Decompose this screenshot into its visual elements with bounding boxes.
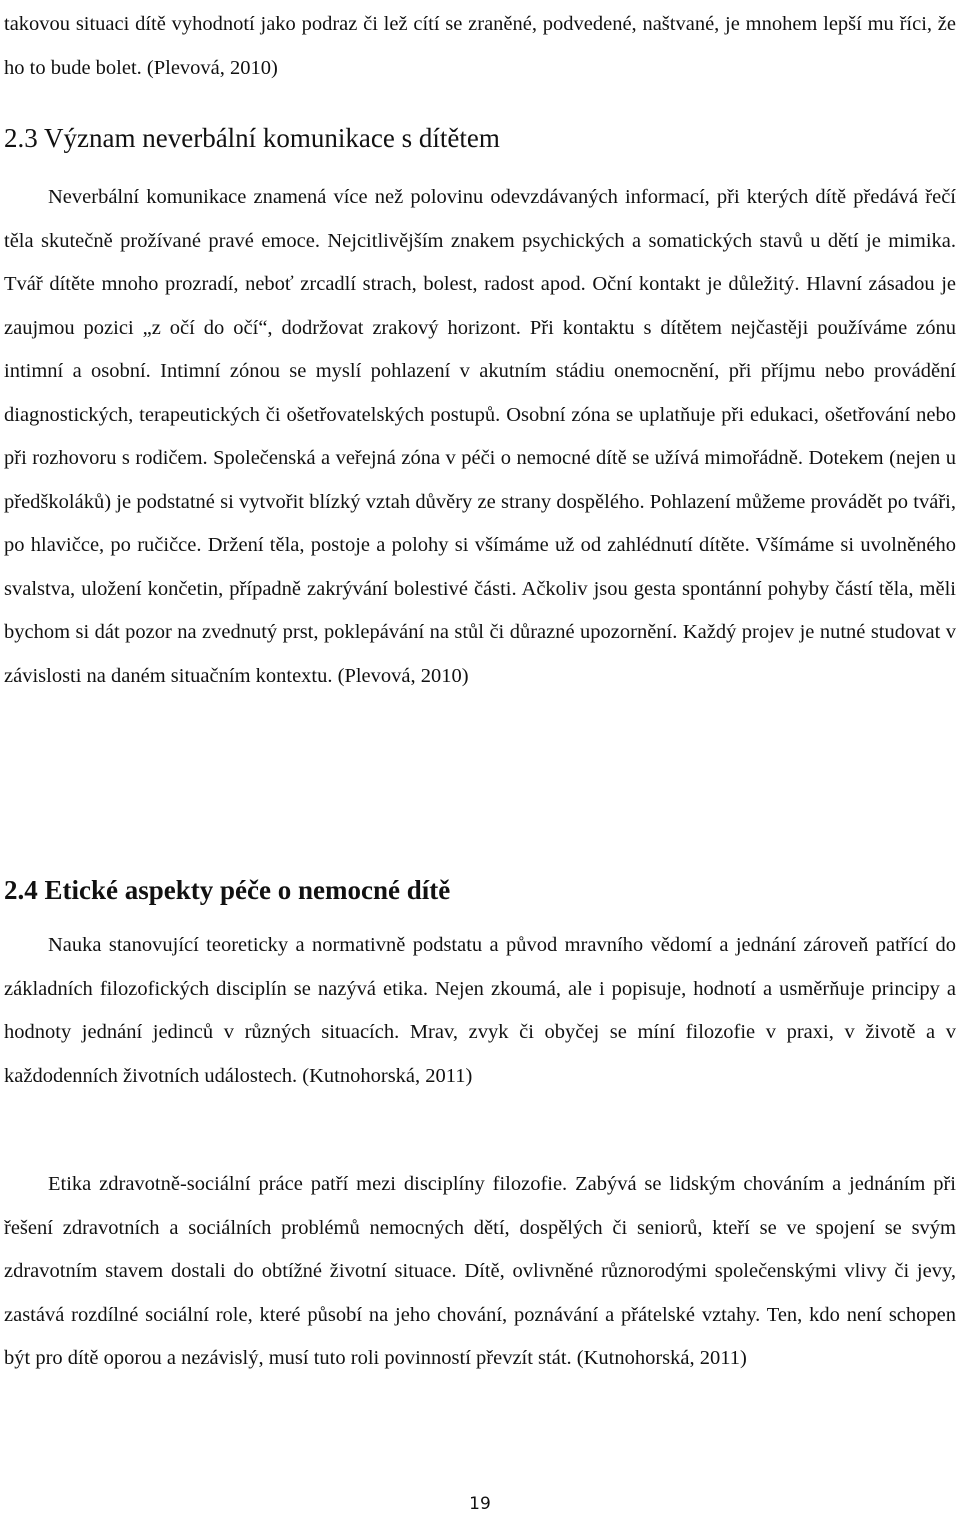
section-2-3-paragraph: Neverbální komunikace znamená více než polovinu odevzdávaných informací, při kterých dítě předává řečí těla skutečně prožívané pravé emoce. Nejcitlivějším znakem psychických a somatických stavů u dětí je mimika. Tvář dítěte mnoho prozradí, neboť zrcadlí strach, bolest, radost apod. Oční kontakt je důležitý. Hlavní zásadou je zaujmou pozici „z očí do očí“, dodržovat zrakový horizont. Při kontaktu s dítětem nejčastěji používáme zónu intimní a osobní. Intimní zónou se myslí pohlazení v akutním stádiu onemocnění, při příjmu nebo provádění diagnostických, terapeutických či ošetřovatelských postupů. Osobní zóna se uplatňuje při edukaci, ošetřování nebo při rozhovoru s rodičem. Společenská a veřejná zóna v péči o nemocné dítě se užívá mimořádně. Dotekem (nejen u předškoláků) je podstatné si vytvořit blízký vztah důvěry ze strany dospělého. Pohlazení můžeme provádět po tváři, po hlavičce, po ručičce. Držení těla, postoje a polohy si všímáme už od zahlédnutí dítěte. Všímáme si uvolněného svalstva, uložení končetin, případně zakrývání bolestivé části. Ačkoliv jsou gesta spontánní pohyby částí těla, měli bychom si dát pozor na zvednutý prst, poklepávání na stůl či důrazné upozornění. Každý projev je nutné studovat v závislosti na daném situačním kontextu. (Plevová, 2010)	[4, 186, 956, 687]
continuation-paragraph: takovou situaci dítě vyhodnotí jako podraz či lež cítí se zraněné, podvedené, naštvané, je mnohem lepší mu říci, že ho to bude bolet. (Plevová, 2010)	[4, 13, 956, 79]
section-heading-2-3: 2.3 Význam neverbální komunikace s dítětem	[4, 123, 500, 153]
section-2-4-paragraph-2: Etika zdravotně-sociální práce patří mezi disciplíny filozofie. Zabývá se lidským chováním a jednáním při řešení zdravotních a sociálních problémů nemocných dětí, dospělých či seniorů, kteří se ve spojení se svým zdravotním stavem dostali do obtížné životní situace. Dítě, ovlivněné různorodými společenskými vlivy či jevy, zastává rozdílné sociální role, které působí na jeho chování, poznávání a přátelské vztahy. Ten, kdo není schopen být pro dítě oporou a nezávislý, musí tuto roli povinností převzít stát. (Kutnohorská, 2011)	[4, 1173, 956, 1369]
section-2-4-paragraph-1: Nauka stanovující teoreticky a normativně podstatu a původ mravního vědomí a jednání zároveň patřící do základních filozofických disciplín se nazývá etika. Nejen zkoumá, ale i popisuje, hodnotí a usměrňuje principy a hodnoty jednání jedinců v různých situacích. Mrav, zvyk či obyčej se míní filozofie v praxi, v životě a v každodenních životních událostech. (Kutnohorská, 2011)	[4, 934, 956, 1087]
section-heading-2-4: 2.4 Etické aspekty péče o nemocné dítě	[4, 875, 451, 905]
page-number: 19	[469, 1494, 491, 1514]
